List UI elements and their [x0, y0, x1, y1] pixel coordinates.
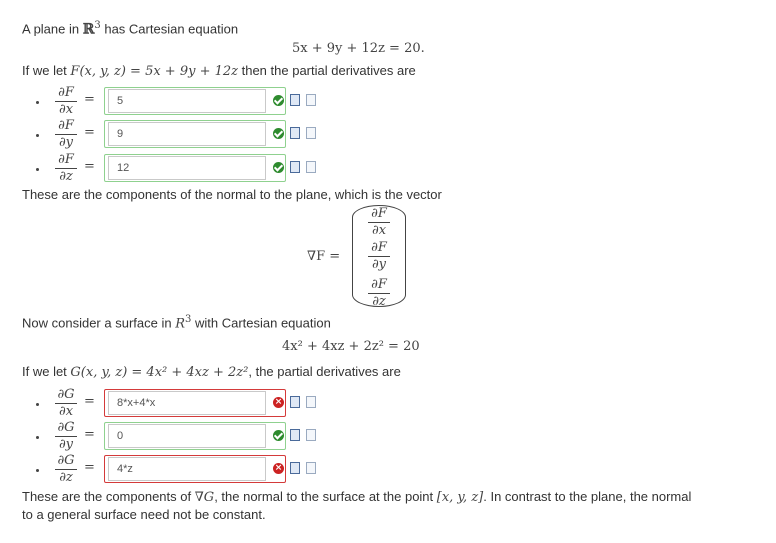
answer-input[interactable]	[108, 89, 266, 113]
intro-text: A plane in	[22, 21, 83, 37]
fraction-denominator: ∂x	[58, 404, 74, 419]
fraction-denominator: ∂y	[58, 437, 74, 452]
preview-icon[interactable]	[290, 161, 300, 173]
fraction-denominator: ∂z	[59, 169, 73, 184]
bullet	[36, 101, 39, 104]
answer-input[interactable]	[108, 424, 266, 448]
check-circle-icon	[273, 162, 284, 173]
cross-circle-icon: ×	[274, 397, 283, 407]
fraction-numerator: ∂F	[371, 240, 387, 255]
equals-sign: =	[84, 394, 95, 409]
plane-equation: 5x + 9y + 12z = 20.	[292, 41, 425, 56]
partial-derivative-fraction	[53, 86, 79, 117]
fraction-numerator: ∂F	[58, 118, 74, 133]
conclusion-line-2: to a general surface need not be constant.	[22, 507, 266, 522]
fraction-denominator: ∂z	[372, 294, 386, 309]
answer-input[interactable]	[108, 156, 266, 180]
gradF-lhs: ∇F =	[307, 249, 341, 264]
intro-text-2: has Cartesian equation	[100, 21, 239, 37]
fraction-numerator: ∂G	[57, 420, 75, 435]
conclusion-post: . In contrast to the plane, the normal	[483, 489, 692, 504]
normal-text: These are the components of the normal to the plane, which is the vector	[22, 187, 442, 202]
feedback-icon[interactable]	[306, 161, 316, 173]
gradient-component	[366, 278, 392, 309]
feedback-icon[interactable]	[306, 94, 316, 106]
surface-r-symbol: R	[175, 316, 185, 332]
fraction-numerator: ∂G	[57, 387, 75, 402]
let-plane-pre: If we let	[22, 63, 71, 78]
intro-line	[22, 20, 238, 37]
equals-sign: =	[84, 92, 95, 107]
equals-sign: =	[84, 460, 95, 475]
let-surface-pre: If we let	[22, 364, 71, 379]
equals-sign: =	[84, 125, 95, 140]
conclusion-pre: These are the components of	[22, 489, 195, 504]
preview-icon[interactable]	[290, 127, 300, 139]
fraction-denominator: ∂z	[59, 470, 73, 485]
surface-intro-text-2: with Cartesian equation	[191, 315, 331, 331]
feedback-icon[interactable]	[306, 127, 316, 139]
partial-derivative-fraction	[53, 421, 79, 452]
cross-circle-icon: ×	[274, 463, 283, 473]
bullet	[36, 436, 39, 439]
answer-input[interactable]	[108, 391, 266, 415]
let-surface-post: , the partial derivatives are	[248, 364, 401, 379]
preview-icon[interactable]	[290, 462, 300, 474]
G-definition: G(x, y, z) = 4x² + 4xz + 2z²	[70, 365, 249, 380]
preview-icon[interactable]	[290, 396, 300, 408]
check-circle-icon	[273, 430, 284, 441]
conclusion-mid: , the normal to the surface at the point	[214, 489, 437, 504]
preview-icon[interactable]	[290, 94, 300, 106]
partial-derivative-fraction	[53, 388, 79, 419]
preview-icon[interactable]	[290, 429, 300, 441]
surface-intro-line	[22, 314, 331, 331]
surface-r-superscript: 3	[184, 314, 192, 325]
gradient-component	[366, 241, 392, 272]
let-plane-line	[22, 63, 416, 79]
fraction-numerator: ∂F	[371, 206, 387, 221]
let-plane-post: then the partial derivatives are	[238, 63, 416, 78]
fraction-denominator: ∂y	[371, 257, 387, 272]
feedback-icon[interactable]	[306, 429, 316, 441]
answer-input[interactable]	[108, 457, 266, 481]
fraction-numerator: ∂F	[371, 277, 387, 292]
conclusion-line-1	[22, 489, 691, 505]
gradient-component	[366, 207, 392, 238]
equals-sign: =	[84, 427, 95, 442]
F-definition: F(x, y, z) = 5x + 9y + 12z	[70, 64, 238, 79]
let-surface-line	[22, 364, 401, 380]
check-circle-icon	[273, 95, 284, 106]
fraction-denominator: ∂y	[58, 135, 74, 150]
r-symbol: ℝ	[82, 21, 95, 38]
check-circle-icon	[273, 128, 284, 139]
fraction-numerator: ∂F	[58, 152, 74, 167]
feedback-icon[interactable]	[306, 462, 316, 474]
bullet	[36, 469, 39, 472]
feedback-icon[interactable]	[306, 396, 316, 408]
fraction-denominator: ∂x	[58, 102, 74, 117]
surface-intro-text: Now consider a surface in	[22, 315, 176, 331]
partial-derivative-fraction	[53, 454, 79, 485]
r-superscript: 3	[94, 20, 101, 31]
fraction-denominator: ∂x	[371, 223, 387, 238]
answer-input[interactable]	[108, 122, 266, 146]
partial-derivative-fraction	[53, 153, 79, 184]
fraction-numerator: ∂G	[57, 453, 75, 468]
partial-derivative-fraction	[53, 119, 79, 150]
equals-sign: =	[84, 159, 95, 174]
point-symbol: [x, y, z]	[436, 490, 484, 505]
gradG-symbol: ∇G	[194, 490, 215, 505]
fraction-numerator: ∂F	[58, 85, 74, 100]
surface-equation: 4x² + 4xz + 2z² = 20	[282, 339, 420, 354]
bullet	[36, 134, 39, 137]
bullet	[36, 168, 39, 171]
bullet	[36, 403, 39, 406]
